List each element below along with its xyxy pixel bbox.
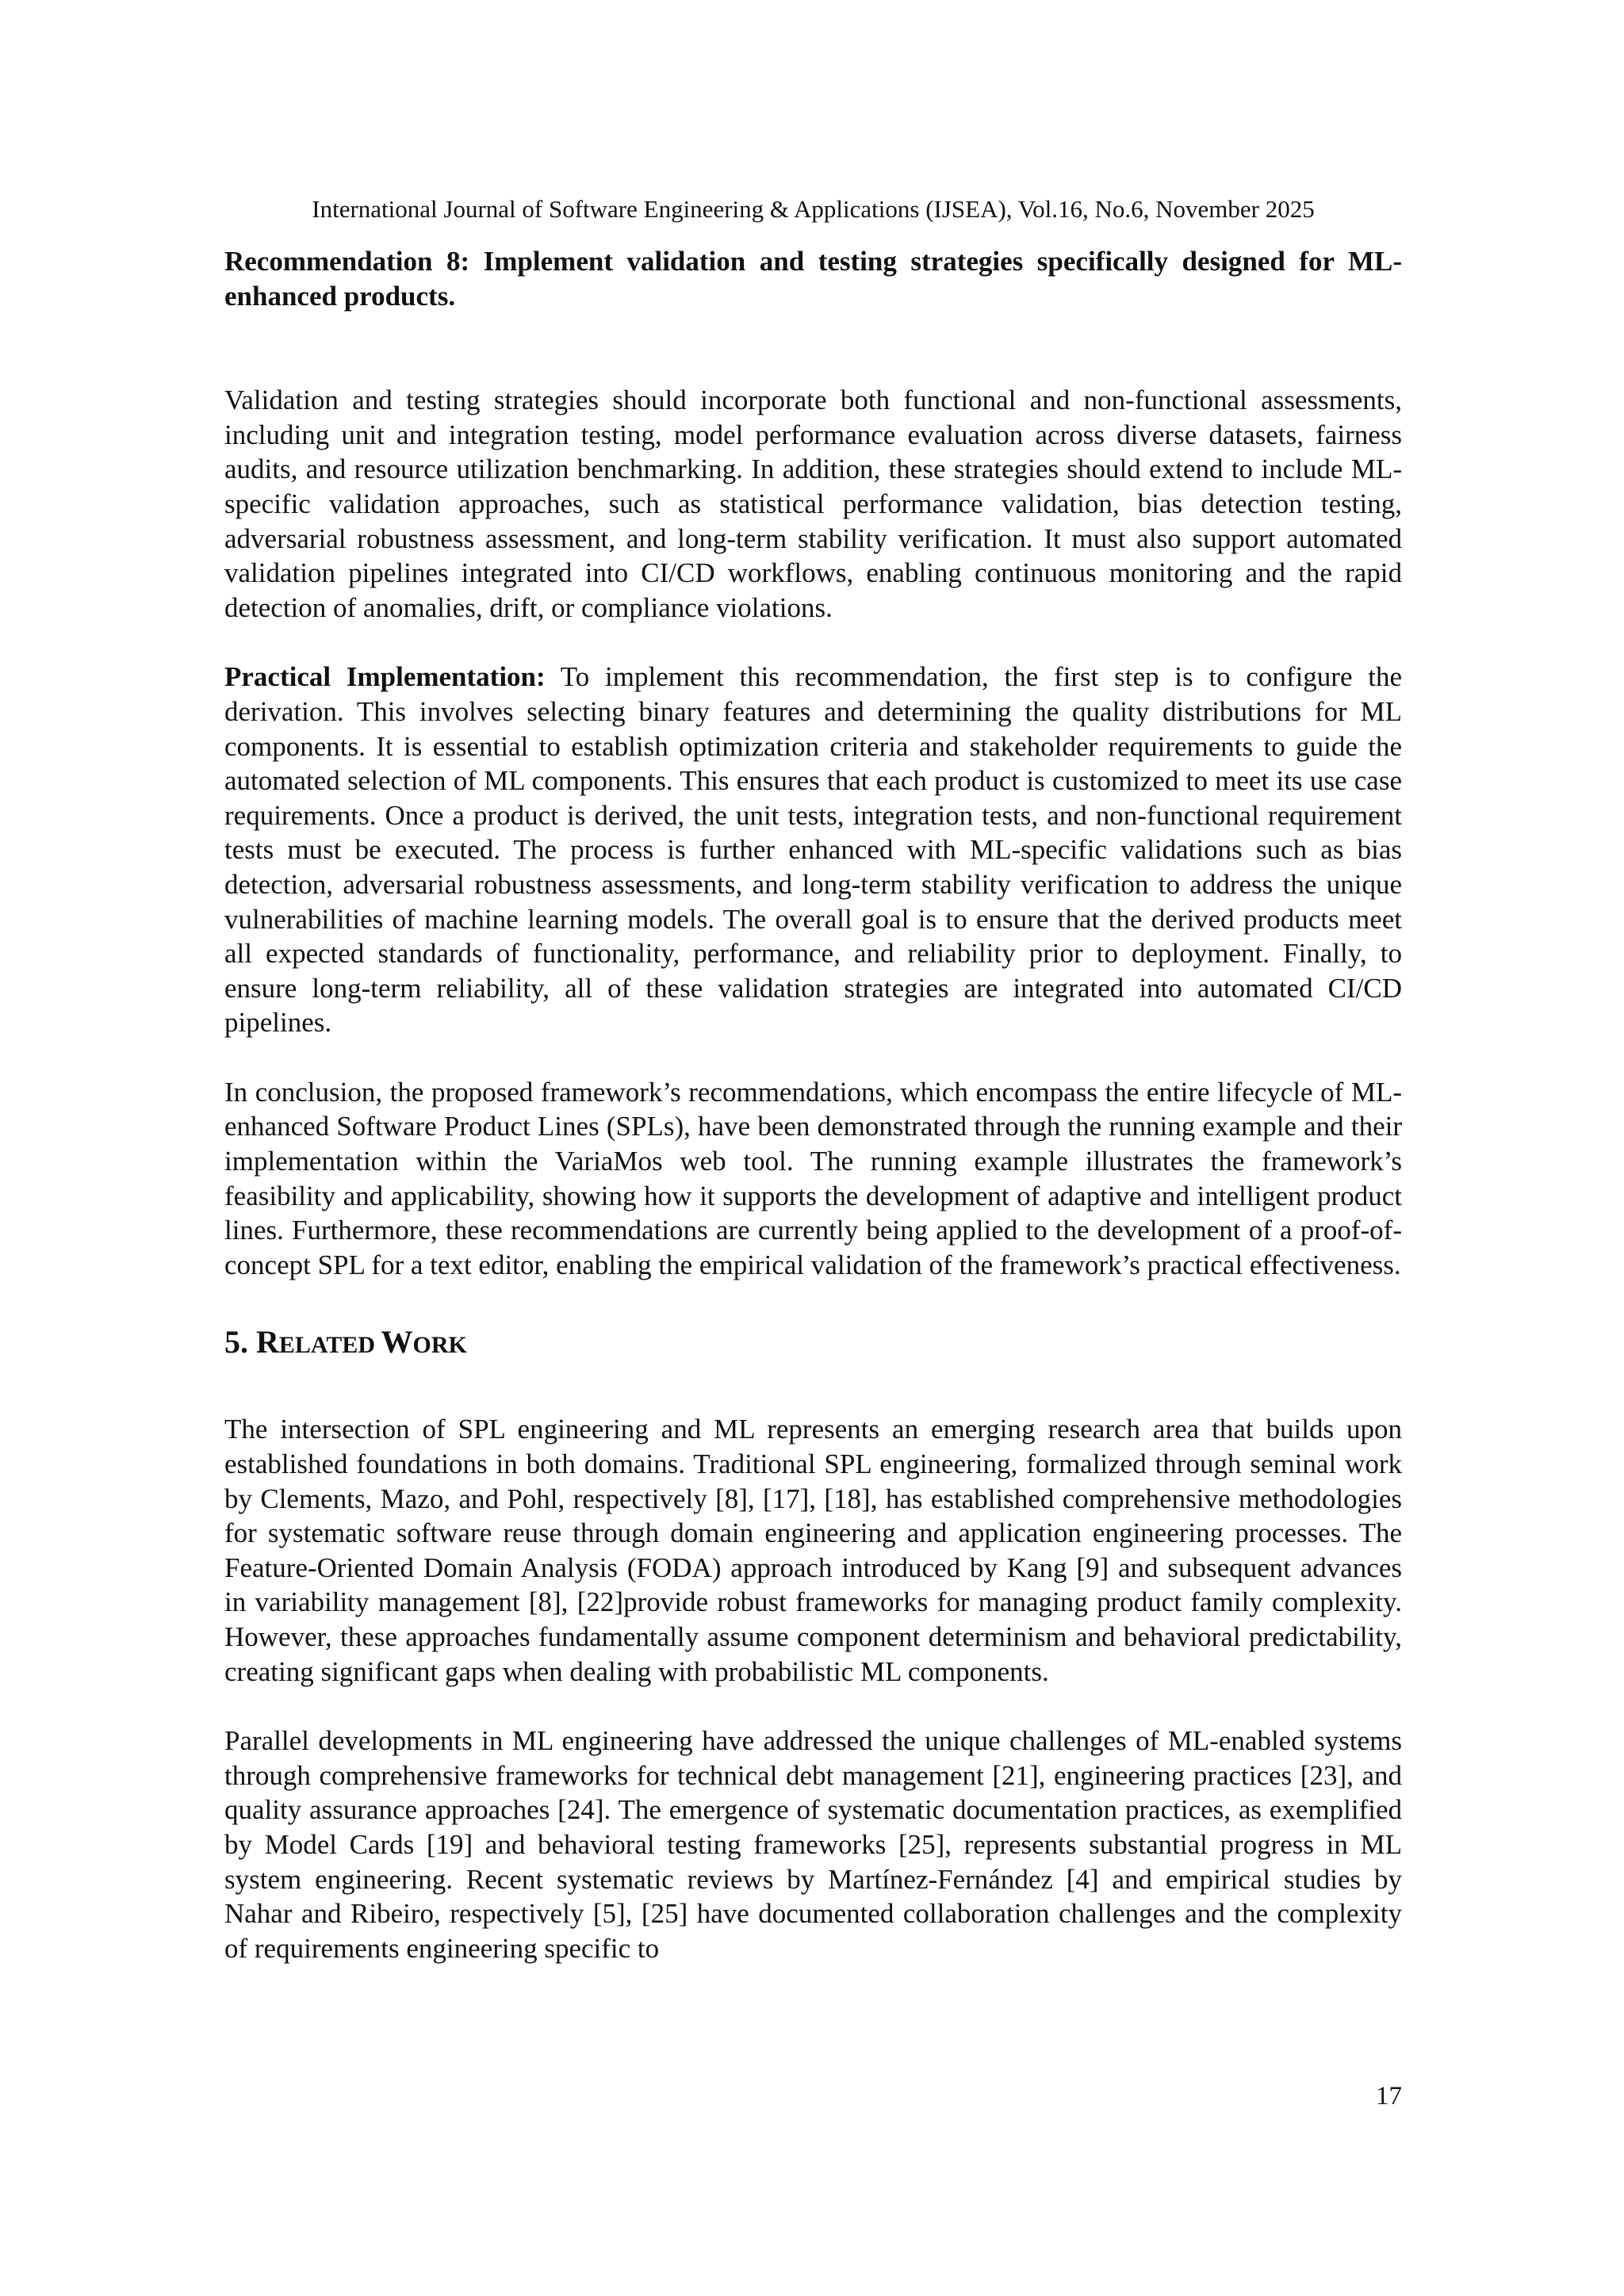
related-work-paragraph-2: Parallel developments in ML engineering have addressed the unique challenges of ML-enabled systems through comprehensive frameworks for technical debt management [21], engineering practices [23], and quality assurance approaches [24]. The emergence of systematic documentation practices, as exemplified by Model Cards [19] and behavioral testing frameworks [25], represents substantial progress in ML system engineering. Recent systematic reviews by Martínez-Fernández [4] and empirical studies by Nahar and Ribeiro, respectively [5], [25] have documented collaboration challenges and the complexity of requirements engineering specific to <box>224 1725 1402 1964</box>
running-header: International Journal of Software Engineering & Applications (IJSEA), Vol.16, No.6, November 2025 <box>312 195 1315 223</box>
section-title-rest-2: ORK <box>412 1332 467 1359</box>
related-work-paragraph-1: The intersection of SPL engineering and ML represents an emerging research area that builds upon established foundations in both domains. Traditional SPL engineering, formalized through seminal work by Clements, Mazo, and Pohl, respectively [8], [17], [18], has established comprehensive methodologies for systematic software reuse through domain engineering and application engineering processes. The Feature-Oriented Domain Analysis (FODA) approach introduced by Kang [9] and subsequent advances in variability management [8], [22]provide robust frameworks for managing product family complexity. However, these approaches fundamentally assume component determinism and behavioral predictability, creating significant gaps when dealing with probabilistic ML components. <box>224 1414 1402 1687</box>
page-number: 17 <box>1376 2082 1402 2110</box>
section-title-rest-1: ELATED <box>278 1332 381 1359</box>
recommendation-paragraph: Validation and testing strategies should incorporate both functional and non-functional assessments, including unit and integration testing, model performance evaluation across diverse datasets, fairness audits, and resource utilization benchmarking. In addition, these strategies should extend to include ML-specific validation approaches, such as statistical performance validation, bias detection testing, adversarial robustness assessment, and long-term stability verification. It must also support automated validation pipelines integrated into CI/CD workflows, enabling continuous monitoring and the rapid detection of anomalies, drift, or compliance violations. <box>224 385 1402 623</box>
section-heading-related-work <box>224 1323 1402 1364</box>
practical-implementation-label: Practical Implementation: <box>224 661 546 693</box>
recommendation-heading: Recommendation 8: Implement validation and testing strategies specifically designed for ML-enhanced products. <box>224 246 1402 312</box>
practical-implementation-paragraph <box>224 660 1402 1040</box>
section-title-cap-1: R <box>256 1324 279 1360</box>
section-number: 5. <box>224 1324 256 1360</box>
page-body <box>224 244 1402 1965</box>
practical-implementation-text: To implement this recommendation, the first step is to configure the derivation. This involves selecting binary features and determining the quality distributions for ML components. It is essential to establish optimization criteria and stakeholder requirements to guide the automated selection of ML components. This ensures that each product is customized to meet its use case requirements. Once a product is derived, the unit tests, integration tests, and non-functional requirement tests must be executed. The process is further enhanced with ML-specific validations such as bias detection, adversarial robustness assessments, and long-term stability verification to address the unique vulnerabilities of machine learning models. The overall goal is to ensure that the derived products meet all expected standards of functionality, performance, and reliability prior to deployment. Finally, to ensure long-term reliability, all of these validation strategies are integrated into automated CI/CD pipelines. <box>224 661 1403 1039</box>
conclusion-paragraph: In conclusion, the proposed framework’s recommendations, which encompass the entire lifecycle of ML-enhanced Software Product Lines (SPLs), have been demonstrated through the running example and their implementation within the VariaMos web tool. The running example illustrates the framework’s feasibility and applicability, showing how it supports the development of adaptive and intelligent product lines. Furthermore, these recommendations are currently being applied to the development of a proof-of-concept SPL for a text editor, enabling the empirical validation of the framework’s practical effectiveness. <box>224 1076 1402 1280</box>
section-title-cap-2: W <box>381 1324 413 1360</box>
